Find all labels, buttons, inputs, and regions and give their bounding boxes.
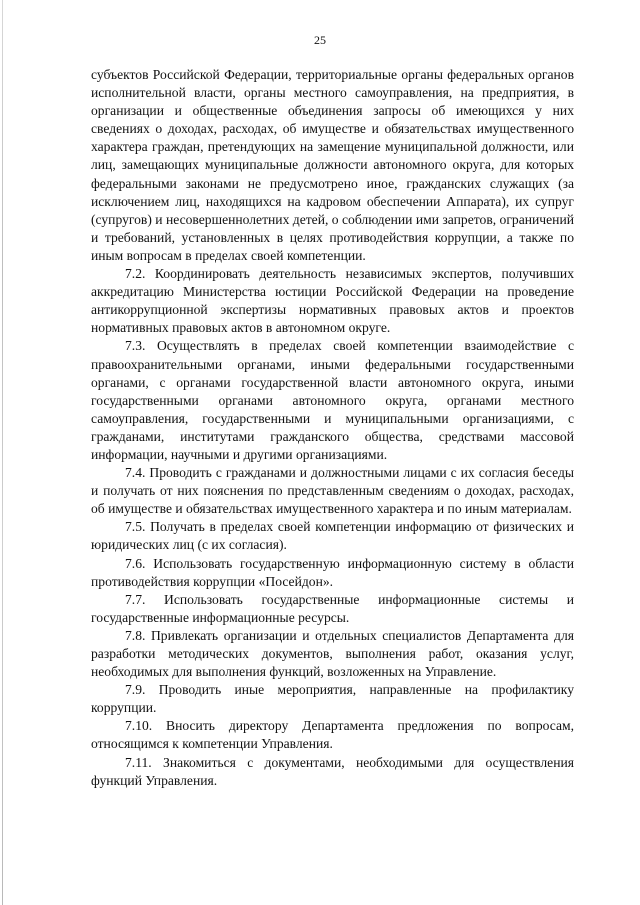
paragraph-7-3: 7.3. Осуществлять в пределах своей компетенции взаимодействие с правоохранительными органами, иными федеральными государственными органами, с органами государственной власти автономного округа, иными государственными органами автономного округа, органами местного самоуправления, государственными и муниципальными организациями, с гражданами, институтами гражданского общества, средствами массовой информации, научными и другими организациями.: [91, 338, 574, 462]
scan-edge-line: [2, 0, 3, 905]
paragraph-continuation: субъектов Российской Федерации, территориальные органы федеральных органов исполнительной власти, органы местного самоуправления, на предприятия, в организации и общественные объединения запросы об имеющихся у них сведениях о доходах, расходах, об имуществе и обязательствах имущественного характера граждан, претендующих на замещение муниципальной должности, или лиц, замещающих муниципальные должности автономного округа, для которых федеральными законами не предусмотрено иное, гражданских служащих (за исключением лиц, находящихся на кадровом обеспечении Аппарата), их супруг (супругов) и несовершеннолетних детей, о соблюдении ими запретов, ограничений и требований, установленных в целях противодействия коррупции, а также по иным вопросам в пределах своей компетенции.: [91, 67, 574, 263]
paragraph-7-10: 7.10. Вносить директору Департамента предложения по вопросам, относящимся к компетенции Управления.: [91, 718, 574, 752]
paragraph-7-4: 7.4. Проводить с гражданами и должностными лицами с их согласия беседы и получать от них пояснения по представленным сведениям о доходах, расходах, об имуществе и обязательствах имущественного характера и по иным материалам.: [91, 465, 574, 517]
paragraph-7-11: 7.11. Знакомиться с документами, необходимыми для осуществления функций Управления.: [91, 754, 574, 788]
document-body: [91, 66, 574, 790]
paragraph-7-2: 7.2. Координировать деятельность независимых экспертов, получивших аккредитацию Министерства юстиции Российской Федерации на проведение антикоррупционной экспертизы нормативных правовых актов и проектов нормативных правовых актов в автономном округе.: [91, 266, 574, 336]
paragraph-7-5: 7.5. Получать в пределах своей компетенции информацию от физических и юридических лиц (с их согласия).: [91, 519, 574, 553]
paragraph-7-6: 7.6. Использовать государственную информационную систему в области противодействия коррупции «Посейдон».: [91, 555, 574, 589]
paragraph-7-7: 7.7. Использовать государственные информационные системы и государственные информационные ресурсы.: [91, 591, 574, 625]
page-number: 25: [314, 33, 326, 47]
paragraph-7-9: 7.9. Проводить иные мероприятия, направленные на профилактику коррупции.: [91, 682, 574, 716]
paragraph-7-8: 7.8. Привлекать организации и отдельных специалистов Департамента для разработки методических документов, выполнения работ, оказания услуг, необходимых для выполнения функций, возложенных на Управление.: [91, 627, 574, 680]
